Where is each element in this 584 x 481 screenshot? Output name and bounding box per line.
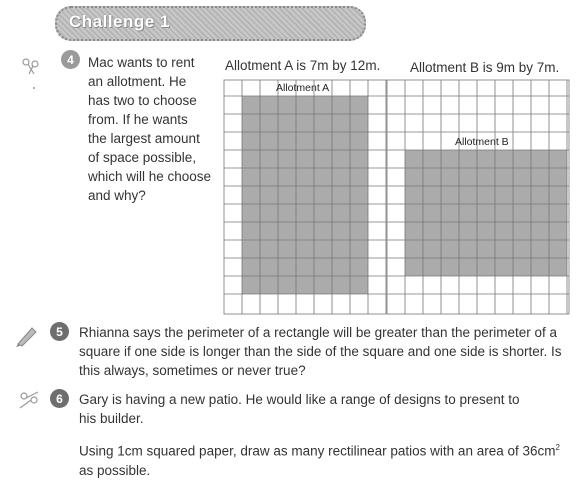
squared-superscript: 2: [555, 443, 560, 452]
q4-line: and why?: [88, 188, 146, 203]
scissors-icon: [20, 52, 44, 92]
allotment-b-label: Allotment B is 9m by 7m.: [410, 60, 560, 75]
allotment-b-grid: [385, 78, 571, 316]
allotment-a-inner-label: Allotment A: [276, 82, 330, 94]
pencil-icon: [14, 322, 40, 348]
question-4-badge: 4: [61, 50, 80, 69]
q4-line: the largest amount: [88, 131, 200, 146]
allotment-a-label: Allotment A is 7m by 12m.: [225, 58, 381, 73]
q6-line: Gary is having a new patio. He would like a range of designs to present to: [79, 392, 520, 407]
q5-line: square if one side is longer than the side of the square and one side is shorter. Is: [79, 344, 562, 359]
q6-line: his builder.: [79, 411, 144, 426]
q6-para2-line1: Using 1cm squared paper, draw as many rectilinear patios with an area of 36cm: [79, 443, 556, 459]
q4-line: from. If he wants: [88, 112, 188, 127]
q5-line: this always, sometimes or never true?: [79, 363, 306, 378]
question-4-text: [88, 53, 218, 205]
q5-line: Rhianna says the perimeter of a rectangle will be greater than the perimeter of a: [79, 325, 558, 340]
compass-icon: [16, 388, 42, 412]
question-6-badge: 6: [50, 389, 69, 408]
allotment-a-area: [242, 96, 368, 294]
paragraph-gap: [79, 428, 584, 438]
q4-line: an allotment. He: [88, 74, 187, 89]
q4-line: which will he choose: [88, 169, 212, 184]
q4-line: has two to choose: [88, 93, 197, 108]
allotment-b-inner-label: Allotment B: [455, 136, 509, 148]
q4-line: Mac wants to rent: [88, 55, 195, 70]
q4-line: of space possible,: [88, 150, 197, 165]
q6-para2: [79, 438, 584, 461]
question-6-text: [79, 390, 584, 480]
banner-title: Challenge 1: [69, 12, 170, 31]
allotment-b-area: [405, 150, 567, 276]
challenge-banner: [55, 6, 366, 41]
q6-para2-line2: as possible.: [79, 462, 151, 478]
allotment-a-grid: [222, 78, 388, 316]
question-5-text: [79, 323, 584, 380]
question-5-badge: 5: [50, 322, 69, 341]
